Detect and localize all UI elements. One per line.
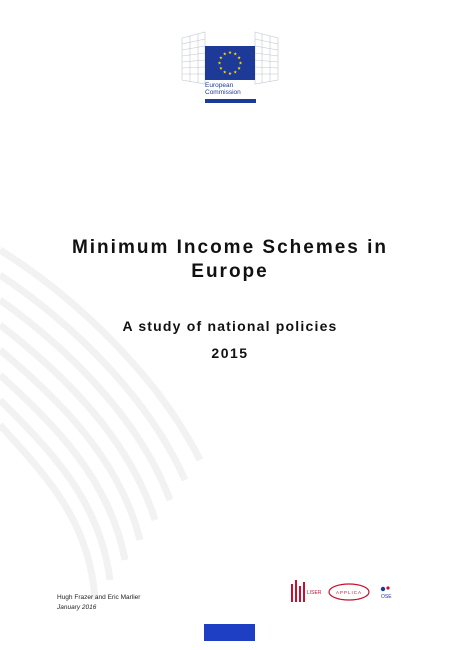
liser-logo-text: LISER: [307, 590, 321, 596]
ose-logo-icon: [379, 584, 403, 602]
document-subtitle: A study of national policies: [122, 318, 338, 334]
authors: Hugh Frazer and Eric Marlier: [57, 594, 141, 601]
eu-star-icon: [237, 66, 240, 69]
footer-color-bar: [204, 624, 255, 641]
commission-name: [205, 82, 241, 96]
commission-name-line2: Commission: [205, 89, 241, 96]
eu-star-icon: [219, 66, 222, 69]
eu-star-icon: [237, 56, 240, 59]
eu-star-icon: [234, 52, 237, 55]
ose-logo-text: OSE: [381, 594, 392, 600]
eu-star-icon: [223, 70, 226, 73]
eu-star-icon: [223, 52, 226, 55]
title-line2: Europe: [191, 261, 269, 282]
eu-star-icon: [239, 61, 242, 64]
applica-logo-text: APPLICA: [335, 590, 363, 595]
eu-flag-icon: [205, 46, 255, 80]
eu-star-icon: [219, 56, 222, 59]
eu-star-icon: [228, 72, 231, 75]
eu-star-icon: [234, 70, 237, 73]
document-title: [30, 236, 430, 284]
eu-star-icon: [228, 51, 231, 54]
applica-logo-icon: [327, 582, 371, 602]
title-line1: Minimum Income Schemes in: [71, 237, 389, 258]
commission-name-line1: European: [205, 82, 234, 89]
document-year: 2015: [211, 345, 249, 361]
eu-star-icon: [218, 61, 221, 64]
logo-underline: [205, 99, 256, 103]
publication-date: January 2016: [57, 604, 97, 611]
liser-logo-icon: [289, 578, 321, 604]
